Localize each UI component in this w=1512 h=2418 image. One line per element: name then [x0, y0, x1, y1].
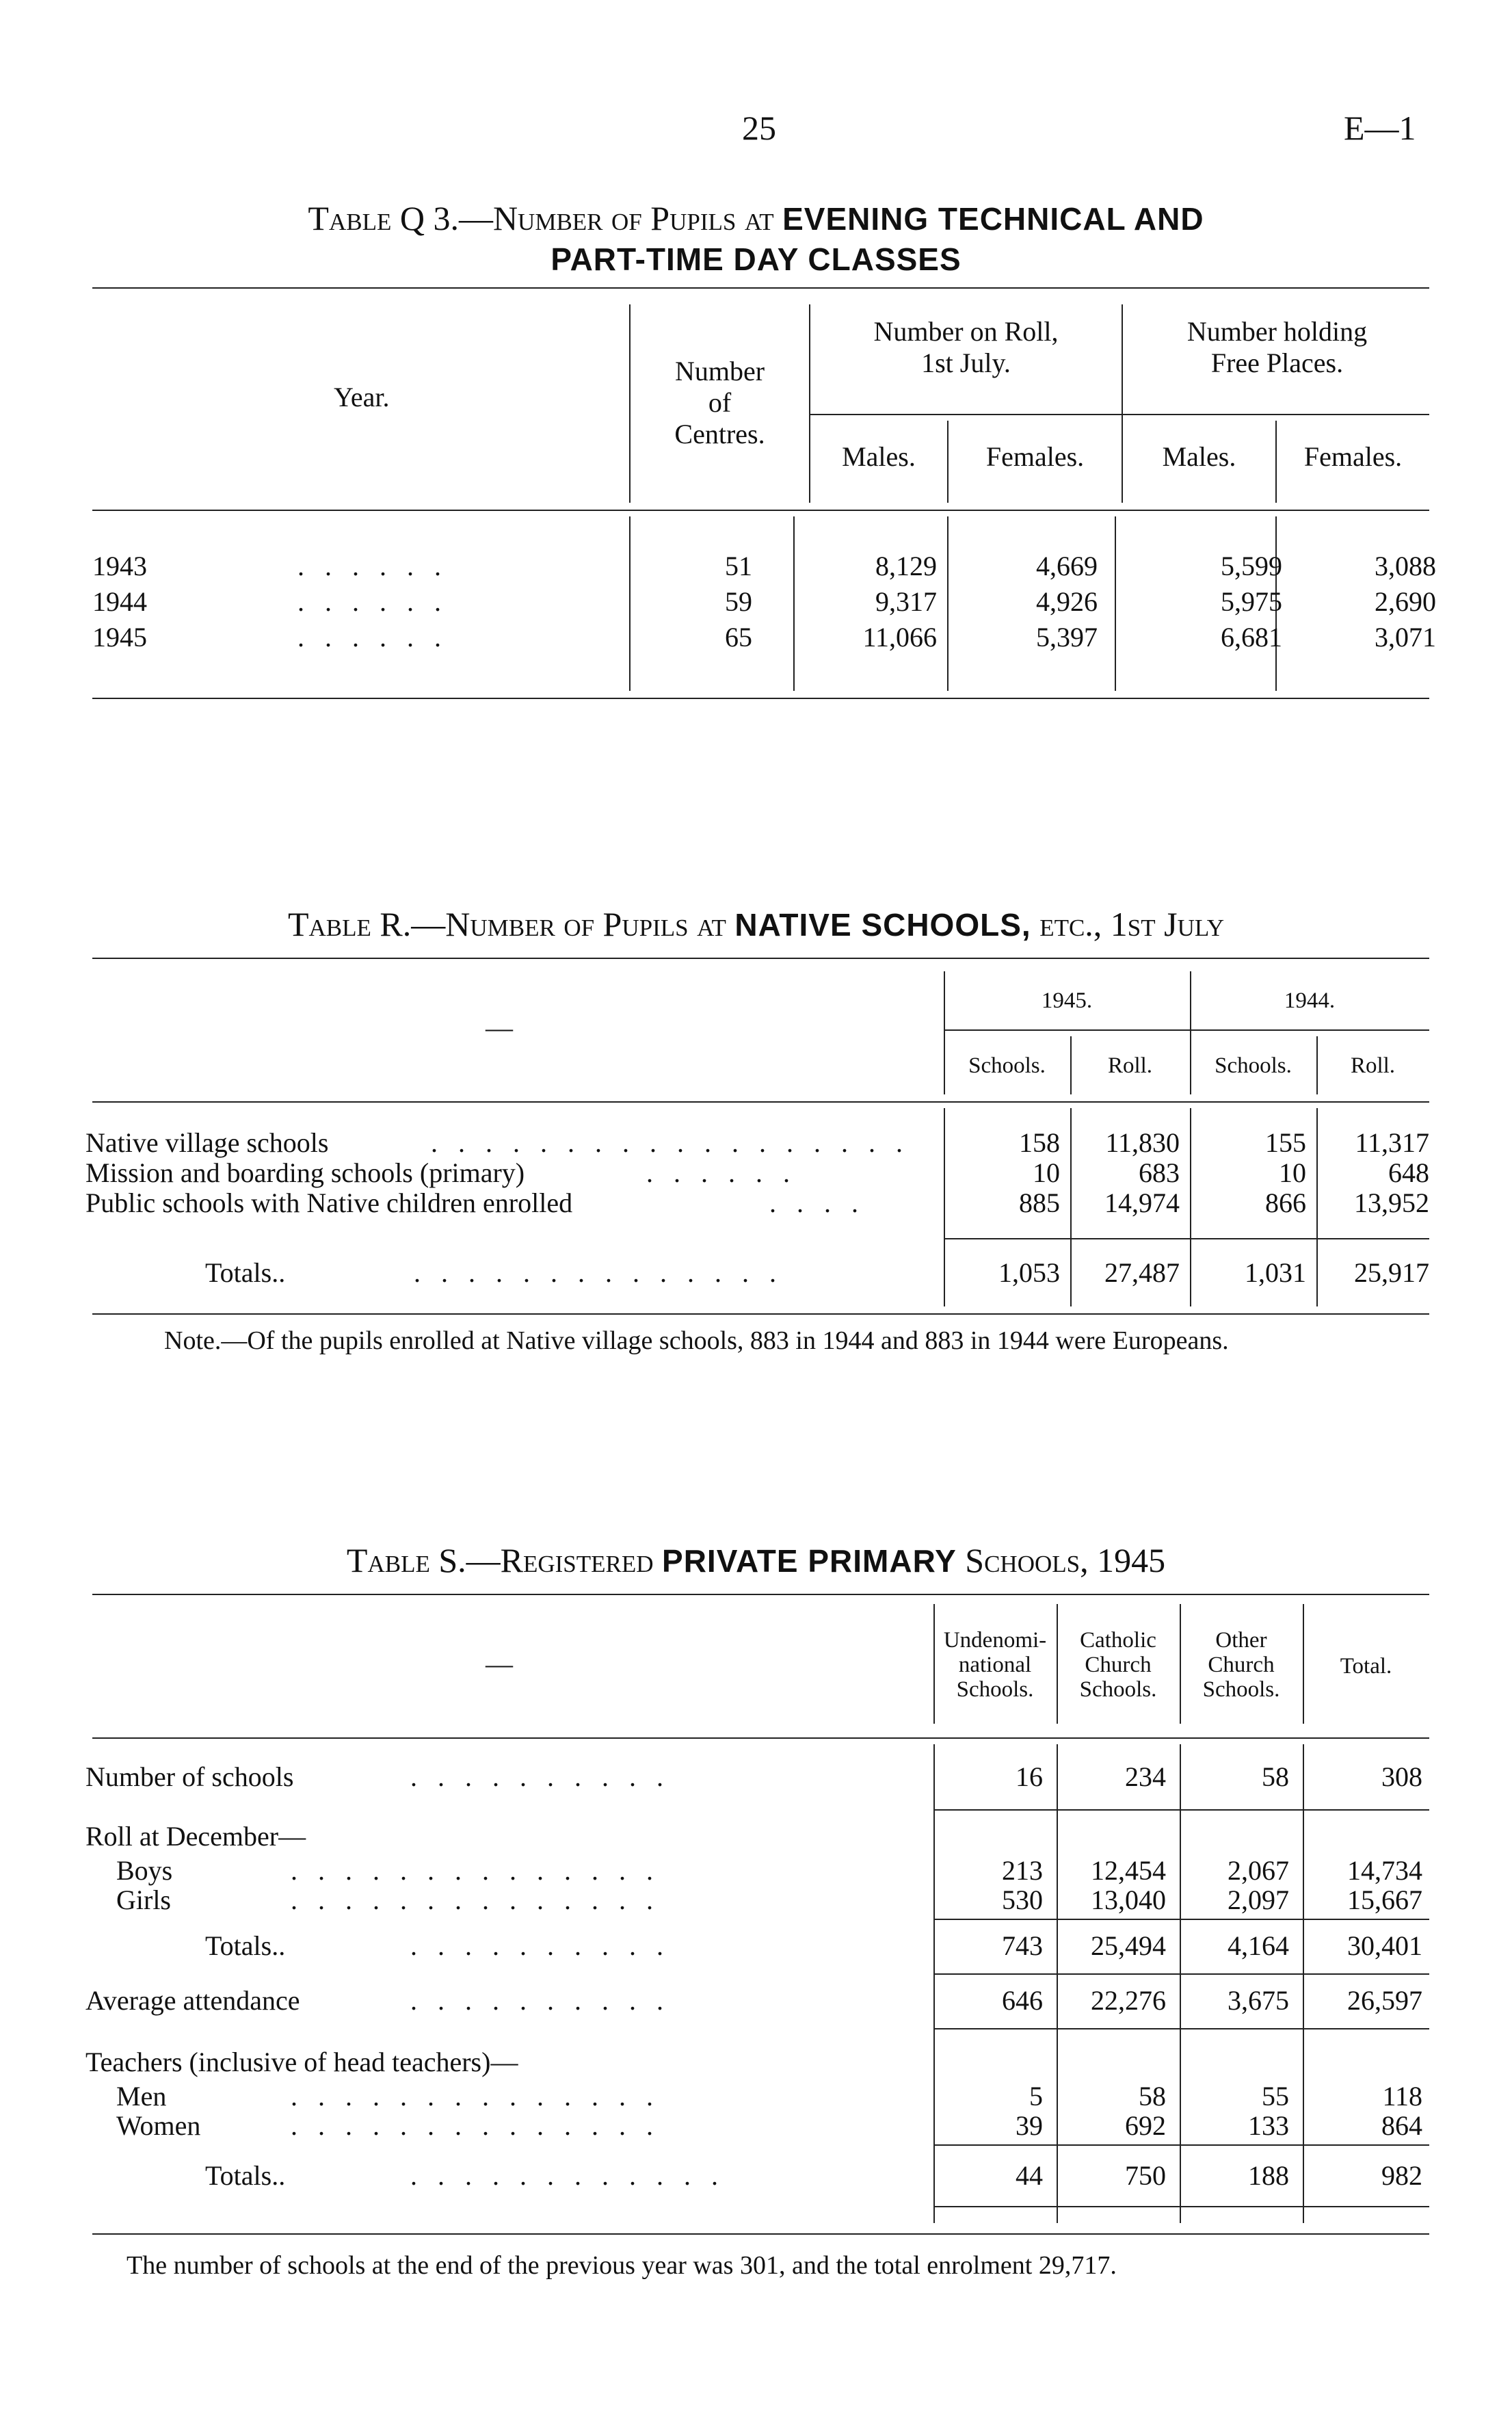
header-dash: — [486, 1012, 513, 1043]
header-dash: — [486, 1648, 513, 1679]
header-total: Total. [1340, 1654, 1392, 1679]
header-free-places: Number holding Free Places. [1186, 316, 1368, 378]
header-other-church: Other Church Schools. [1202, 1628, 1280, 1702]
header-schools-1945: Schools. [968, 1053, 1046, 1078]
section-code: E—1 [1344, 109, 1416, 147]
header-catholic: Catholic Church Schools. [1079, 1628, 1157, 1702]
header-centres: Number of Centres. [674, 356, 765, 449]
page-number: 25 [742, 109, 776, 147]
header-roll: Number on Roll, 1st July. [873, 316, 1059, 378]
table-q3-title: Table Q 3.—Number of Pupils at EVENING TECHNICAL AND PART-TIME DAY CLASSES [308, 199, 1204, 277]
header-roll-1945: Roll. [1107, 1053, 1153, 1078]
section-heading: Teachers (inclusive of head teachers)— [85, 2047, 518, 2077]
header-1944: 1944. [1284, 988, 1336, 1013]
header-free-males: Males. [1162, 441, 1236, 472]
header-schools-1944: Schools. [1215, 1053, 1292, 1078]
section-heading: Roll at December— [85, 1821, 306, 1852]
table-s-title: Table S.—Registered PRIVATE PRIMARY Schools, 1945 [346, 1541, 1166, 1579]
table-s-footnote: The number of schools at the end of the previous year was 301, and the total enrolment 29,717. [127, 2251, 1117, 2280]
header-year: Year. [334, 382, 390, 412]
header-roll-females: Females. [985, 441, 1085, 472]
table-r-note: Note.—Of the pupils enrolled at Native village schools, 883 in 1944 and 883 in 1944 were Europeans. [164, 1326, 1229, 1355]
table-r-title: Table R.—Number of Pupils at NATIVE SCHOOLS, etc., 1st July [287, 905, 1225, 943]
header-1945: 1945. [1041, 988, 1093, 1013]
header-undenominational: Undenomi- national Schools. [943, 1628, 1047, 1702]
header-roll-males: Males. [842, 441, 916, 472]
header-free-females: Females. [1303, 441, 1403, 472]
header-roll-1944: Roll. [1350, 1053, 1396, 1078]
